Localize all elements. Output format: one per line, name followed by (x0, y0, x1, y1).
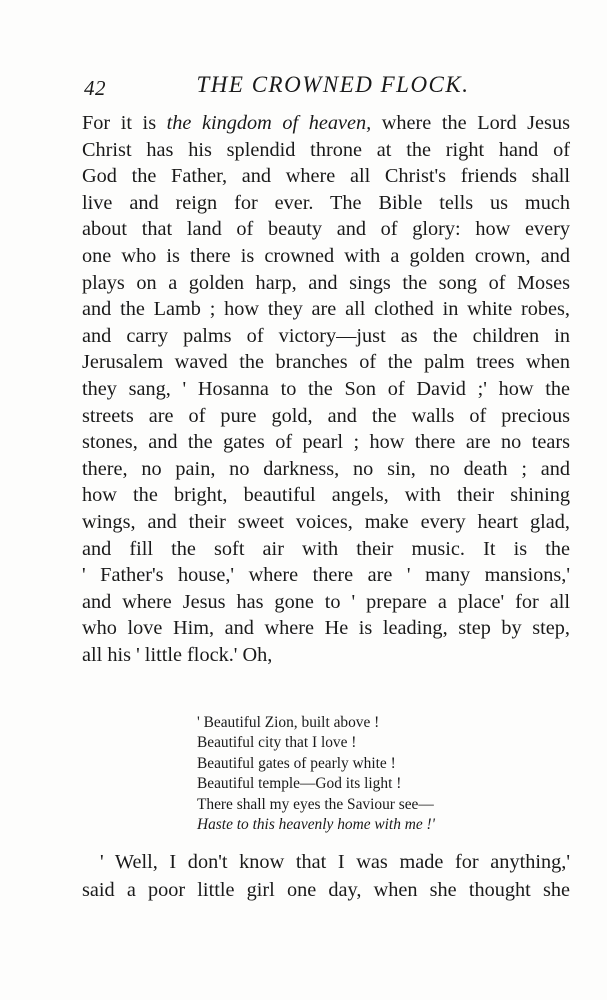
poem-line: There shall my eyes the Saviour see— (197, 795, 434, 813)
text-line: streets are of pure gold, and the walls of precious (82, 404, 570, 427)
poem-line-italic: Haste to this heavenly home with me !' (197, 815, 435, 833)
text-run: where the Lord Jesus (371, 112, 570, 134)
text-line: ' Well, I don't know that I was made for anything,' (100, 851, 570, 873)
text-line: Jerusalem waved the branches of the palm trees when (82, 351, 570, 374)
poem-line: Beautiful temple—God its light ! (197, 775, 402, 793)
text-line (82, 110, 570, 137)
text-line: and carry palms of victory—just as the children in (82, 324, 570, 347)
text-line: they sang, ' Hosanna to the Son of David ;' how the (82, 377, 570, 400)
text-line: God the Father, and where all Christ's friends shall (82, 165, 570, 188)
text-line: one who is there is crowned with a golden crown, and (82, 244, 570, 267)
text-line: ' Father's house,' where there are ' many mansions,' (82, 564, 570, 587)
text-line: Christ has his splendid throne at the right hand of (82, 138, 570, 161)
page-header (84, 72, 574, 102)
text-line: stones, and the gates of pearl ; how there are no tears (82, 431, 570, 454)
text-line: who love Him, and where He is leading, step by step, (82, 617, 570, 640)
text-run: For it is (82, 112, 167, 134)
running-title: THE CROWNED FLOCK. (196, 72, 470, 97)
text-line: live and reign for ever. The Bible tells us much (82, 191, 570, 214)
poem-line: Beautiful city that I love ! (197, 734, 357, 752)
text-line: plays on a golden harp, and sings the song of Moses (82, 271, 570, 294)
text-line: there, no pain, no darkness, no sin, no death ; and (82, 457, 570, 480)
poem-line: ' Beautiful Zion, built above ! (197, 714, 380, 731)
page-number: 42 (84, 76, 106, 100)
text-line: wings, and their sweet voices, make every heart glad, (82, 510, 570, 533)
text-line: said a poor little girl one day, when she thought she (82, 879, 570, 901)
paragraph-1 (82, 110, 570, 668)
text-line: and where Jesus has gone to ' prepare a place' for all (82, 590, 570, 613)
text-line: and fill the soft air with their music. It is the (82, 537, 570, 560)
paragraph-2 (82, 848, 570, 904)
poem-quote (197, 713, 517, 835)
text-line: about that land of beauty and of glory: how every (82, 218, 570, 241)
text-line: all his ' little flock.' Oh, (82, 643, 273, 666)
italic-phrase: the kingdom of heaven, (166, 112, 372, 134)
text-line: how the bright, beautiful angels, with their shining (82, 484, 570, 507)
poem-line: Beautiful gates of pearly white ! (197, 754, 396, 772)
text-line: and the Lamb ; how they are all clothed in white robes, (82, 298, 570, 321)
